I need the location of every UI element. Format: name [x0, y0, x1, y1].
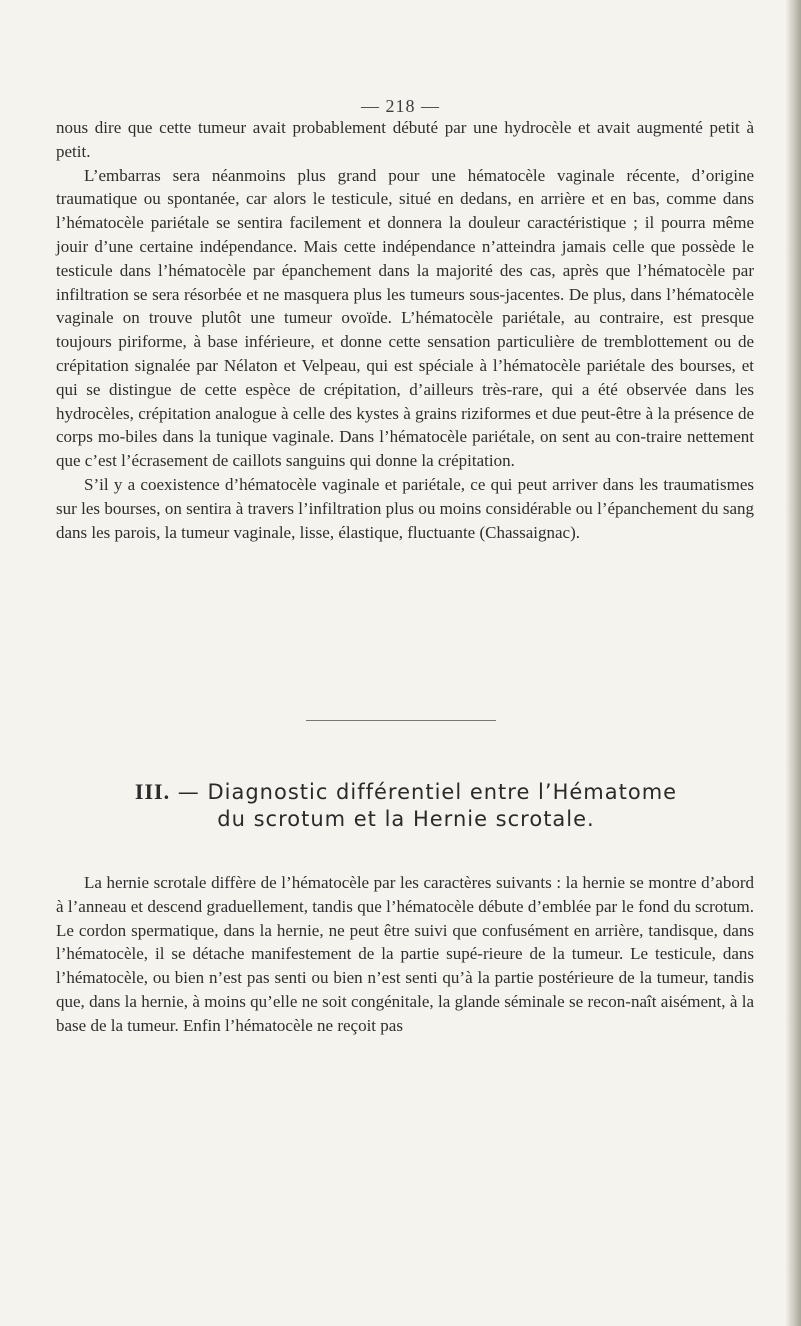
page-edge-shadow [785, 0, 801, 1326]
paragraph: L’embarras sera néanmoins plus grand pour une hématocèle vaginale récente, d’origine traumatique ou spontanée, car alors le testicule, situé en dedans, en arrière et en bas, comme dans l’hématocèle pariétale se sentira facilement et donnera la douleur caractéristique ; il pourra même jouir d’une certaine indépendance. Mais cette indépendance n’atteindra jamais celle que possède le testicule dans l’hématocèle par épanchement dans la majorité des cas, après que l’hématocèle par infiltration se sera résorbée et ne masquera plus les tumeurs sous-jacentes. De plus, dans l’hématocèle vaginale on trouve plutôt une tumeur ovoïde. L’hématocèle pariétale, au contraire, est presque toujours piriforme, à base inférieure, et donne cette sensation particulière de tremblottement ou de crépitation signalée par Nélaton et Velpeau, qui est spéciale à l’hématocèle pariétale des bourses, et qui se distingue de cette espèce de crépitation, d’ailleurs très-rare, qui a été observée dans les hydrocèles, crépitation analogue à celle des kystes à grains riziformes et due peut-être à la présence de corps mo-biles dans la tunique vaginale. Dans l’hématocèle pariétale, on sent au con-traire nettement que c’est l’écrasement de caillots sanguins qui donne la crépitation. [56, 165, 754, 471]
heading-line-2: du scrotum et la Hernie scrotale. [217, 807, 595, 831]
page-number: — 218 — [361, 96, 440, 116]
heading-line-1: Diagnostic différentiel entre l’Hématome [207, 780, 678, 804]
heading-dash: — [170, 780, 208, 804]
body-text-top [56, 116, 754, 544]
section-number: III. [134, 779, 171, 804]
paragraph: La hernie scrotale diffère de l’hématocèle par les caractères suivants : la hernie se montre d’abord à l’anneau et descend graduellement, tandis que l’hématocèle débute d’emblée par le fond du scrotum. Le cordon spermatique, dans la hernie, ne peut être suivi que confusément en arrière, tandisque, dans l’hématocèle, il se détache manifestement de la partie supé-rieure de la tumeur. Le testicule, dans l’hématocèle, ou bien n’est pas senti ou bien n’est senti qu’à la partie postérieure de la tumeur, tandis que, dans la hernie, à moins qu’elle ne soit congénitale, la glande séminale se recon-naît aisément, à la base de la tumeur. Enfin l’hématocèle ne reçoit pas [56, 873, 754, 1035]
paragraph: nous dire que cette tumeur avait probablement débuté par une hydrocèle et avait augmenté petit à petit. [56, 118, 754, 161]
section-heading [56, 778, 756, 833]
paragraph: S’il y a coexistence d’hématocèle vaginale et pariétale, ce qui peut arriver dans les traumatismes sur les bourses, on sentira à travers l’infiltration plus ou moins considérable ou l’épanchement du sang dans les parois, la tumeur vaginale, lisse, élastique, fluctuante (Chassaignac). [56, 474, 754, 542]
section-divider [306, 720, 496, 721]
body-text-bottom [56, 871, 754, 1038]
